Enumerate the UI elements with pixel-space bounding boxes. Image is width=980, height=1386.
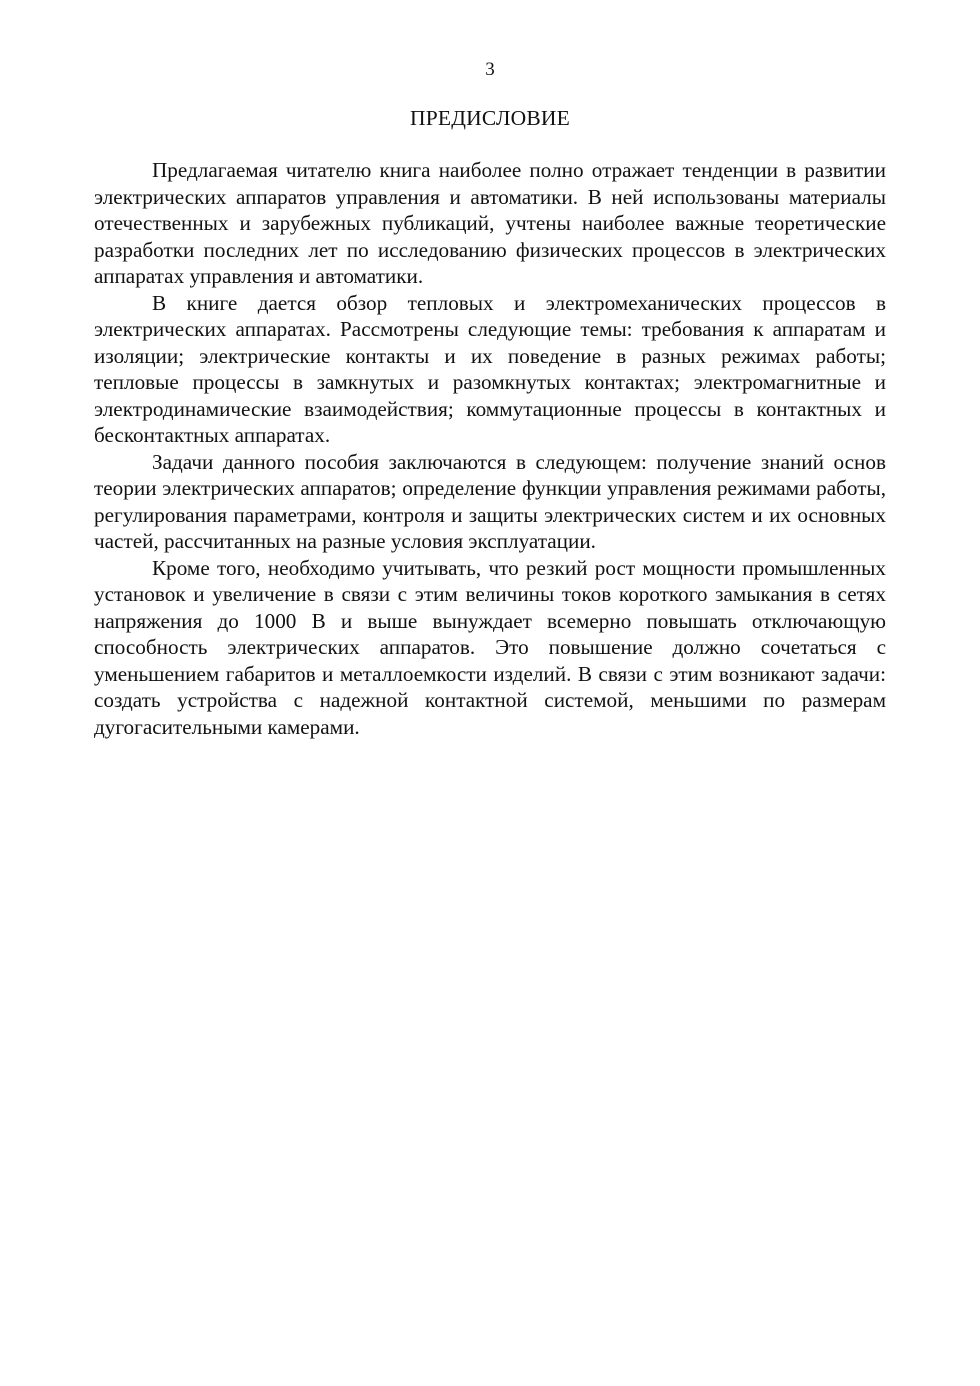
paragraph: Кроме того, необходимо учитывать, что резкий рост мощности промышленных установок и увеличение в связи с этим величины токов короткого замыкания в сетях напряжения до 1000 В и выше вынуждает всемерно повышать отключающую способность электрических аппаратов. Это повышение должно сочетаться с уменьшением габаритов и металлоемкости изделий. В связи с этим возникают задачи: создать устройства с надежной контактной системой, меньшими по размерам дугогасительными камерами. (94, 555, 886, 739)
body-text (94, 157, 886, 740)
paragraph: В книге дается обзор тепловых и электромеханических процессов в электрических аппаратах. Рассмотрены следующие темы: требования к аппаратам и изоляции; электрические контакты и их поведение в разных режимах работы; тепловые процессы в замкнутых и разомкнутых контактах; электромагнитные и электродинамические взаимодействия; коммутационные процессы в контактных и бесконтактных аппаратах. (94, 290, 886, 447)
paragraph: Предлагаемая читателю книга наиболее полно отражает тенденции в развитии электрических аппаратов управления и автоматики. В ней использованы материалы отечественных и зарубежных публикаций, учтены наиболее важные теоретические разработки последних лет по исследованию физических процессов в электрических аппаратах управления и автоматики. (94, 158, 886, 288)
paragraph: Задачи данного пособия заключаются в следующем: получение знаний основ теории электрических аппаратов; определение функции управления режимами работы, регулирования параметрами, контроля и защиты электрических систем и их основных частей, рассчитанных на разные условия эксплуатации. (94, 449, 886, 553)
page-number: 3 (485, 59, 495, 80)
section-heading: ПРЕДИСЛОВИЕ (410, 106, 570, 130)
